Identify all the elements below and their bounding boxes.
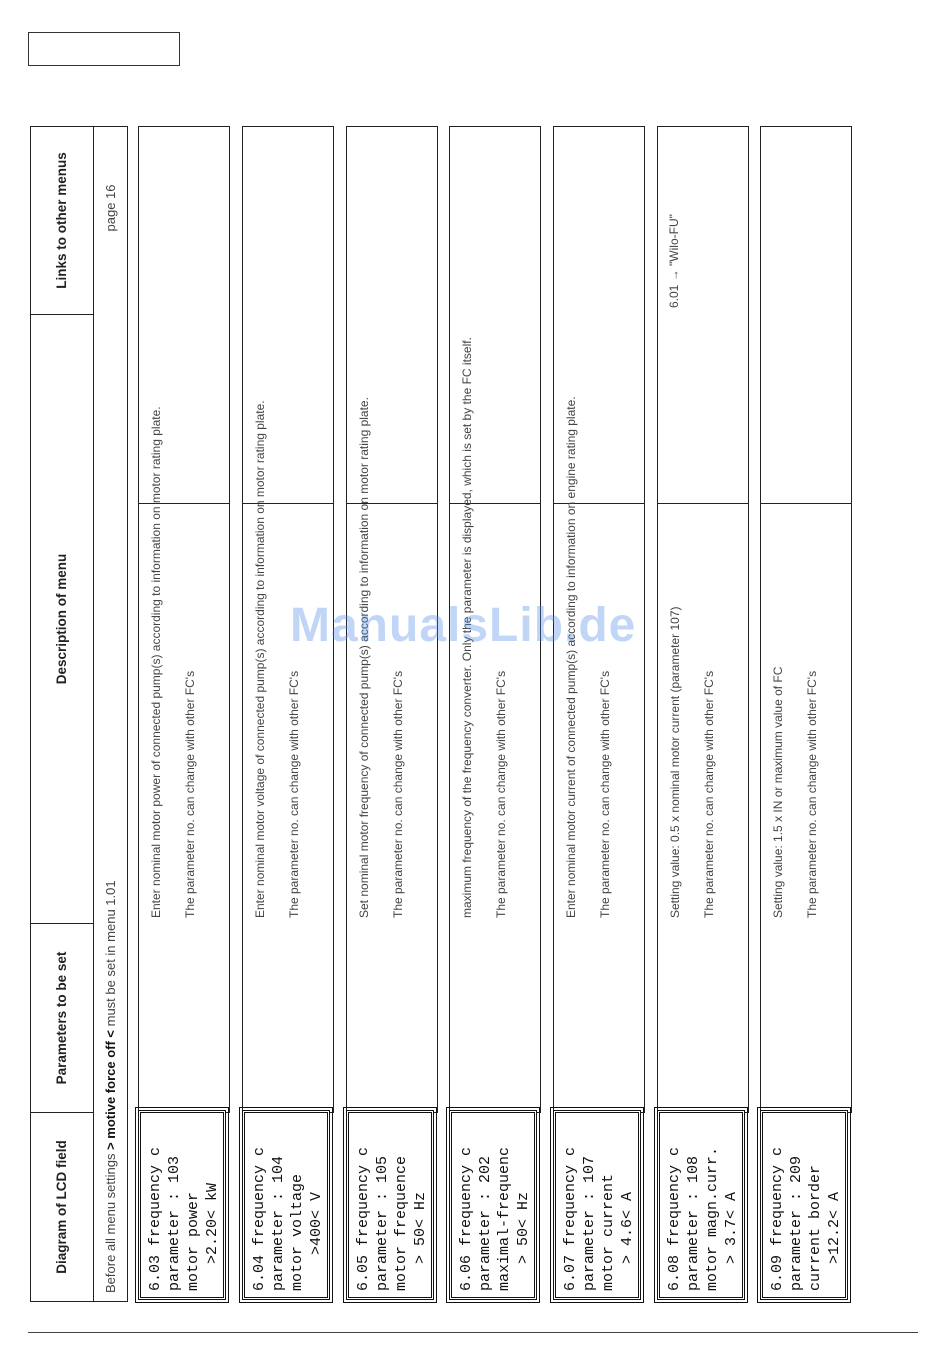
- menu-row: [242, 126, 334, 1302]
- menu-description: [148, 328, 198, 918]
- description-text: Enter nominal motor voltage of connected pump(s) according to information on motor rating plate.: [253, 400, 267, 918]
- parameter-note: The parameter no. can change with other FC's: [183, 670, 197, 918]
- lcd-line: motor magn.curr.: [704, 1146, 721, 1291]
- lcd-line: parameter : 209: [788, 1155, 805, 1291]
- watermark: ManualsLib.de: [290, 599, 637, 652]
- lcd-display: [242, 1110, 330, 1300]
- parameter-note: The parameter no. can change with other FC's: [287, 670, 301, 918]
- description-text: Set nominal motor frequency of connected pump(s) according to information on motor rating plate.: [357, 397, 371, 918]
- lcd-line: parameter : 105: [374, 1155, 391, 1291]
- description-text: Setting value: 0.5 x nominal motor current (parameter 107): [668, 606, 682, 918]
- lcd-display: [138, 1110, 226, 1300]
- parameter-note: The parameter no. can change with other FC's: [702, 670, 716, 918]
- lcd-line: 6.05 frequency c: [355, 1146, 372, 1291]
- lcd-display: [449, 1110, 537, 1300]
- lcd-line: 6.09 frequency c: [769, 1146, 786, 1291]
- header-params: Parameters to be set: [30, 923, 94, 1113]
- parameter-note: The parameter no. can change with other FC's: [805, 670, 819, 918]
- description-text: maximum frequency of the frequency converter. Only the parameter is displayed, which is set by the FC itself.: [460, 337, 474, 918]
- parameter-note: The parameter no. can change with other FC's: [391, 670, 405, 918]
- menu-row: [553, 126, 645, 1302]
- lcd-display: [657, 1110, 745, 1300]
- rotated-table: [30, 126, 852, 1302]
- lcd-line: 6.08 frequency c: [666, 1146, 683, 1291]
- lcd-line: parameter : 108: [685, 1155, 702, 1291]
- menu-row: [760, 126, 852, 1302]
- lcd-display: [553, 1110, 641, 1300]
- settings-note: [94, 126, 128, 1302]
- lcd-line: parameter : 107: [581, 1155, 598, 1291]
- lcd-line: motor current: [600, 1173, 617, 1291]
- lcd-line: > 4.6< A: [619, 1191, 636, 1291]
- lcd-line: parameter : 104: [270, 1155, 287, 1291]
- parameter-note: The parameter no. can change with other FC's: [598, 670, 612, 918]
- lcd-line: 6.03 frequency c: [147, 1146, 164, 1291]
- lcd-display: [760, 1110, 848, 1300]
- header-box: [28, 32, 180, 66]
- lcd-display: [346, 1110, 434, 1300]
- menu-description: [770, 328, 820, 918]
- footer-rule: [28, 1332, 918, 1333]
- lcd-line: 6.04 frequency c: [251, 1146, 268, 1291]
- note-post: must be set in menu 1.01: [103, 880, 118, 1030]
- lcd-line: >2.20< kW: [204, 1182, 221, 1291]
- lcd-line: > 3.7< A: [723, 1191, 740, 1291]
- lcd-line: > 50< Hz: [515, 1191, 532, 1291]
- lcd-line: > 50< Hz: [412, 1191, 429, 1291]
- parameter-note: The parameter no. can change with other FC's: [494, 670, 508, 918]
- header-desc: Description of menu: [30, 314, 94, 924]
- description-text: Enter nominal motor current of connected pump(s) according to information on engine rating plate.: [564, 396, 578, 918]
- menu-row: [346, 126, 438, 1302]
- menu-row: [138, 126, 230, 1302]
- header-links: Links to other menus: [30, 126, 94, 315]
- description-text: Setting value: 1.5 x IN or maximum value of FC: [771, 666, 785, 918]
- menu-link[interactable]: 6.01 → "Wilo-FU": [667, 214, 681, 308]
- lcd-line: motor voltage: [289, 1173, 306, 1291]
- lcd-line: motor power: [185, 1191, 202, 1291]
- lcd-line: maximal-frequenc: [496, 1146, 513, 1291]
- menu-description: [667, 328, 717, 918]
- header-lcd: Diagram of LCD field: [30, 1112, 94, 1302]
- note-pre: Before all menu settings: [103, 1149, 118, 1293]
- description-text: Enter nominal motor power of connected pump(s) according to information on motor rating plate.: [149, 406, 163, 918]
- lcd-line: 6.06 frequency c: [458, 1146, 475, 1291]
- lcd-line: >400< V: [308, 1191, 325, 1291]
- lcd-line: >12.2< A: [826, 1191, 843, 1291]
- note-bold: > motive force off <: [103, 1030, 118, 1150]
- note-page-link[interactable]: page 16: [103, 184, 118, 232]
- lcd-line: parameter : 103: [166, 1155, 183, 1291]
- menu-row: [449, 126, 541, 1302]
- lcd-line: 6.07 frequency c: [562, 1146, 579, 1291]
- lcd-line: motor frequence: [393, 1155, 410, 1291]
- menu-row: [657, 126, 749, 1302]
- lcd-line: parameter : 202: [477, 1155, 494, 1291]
- lcd-line: current border: [807, 1164, 824, 1291]
